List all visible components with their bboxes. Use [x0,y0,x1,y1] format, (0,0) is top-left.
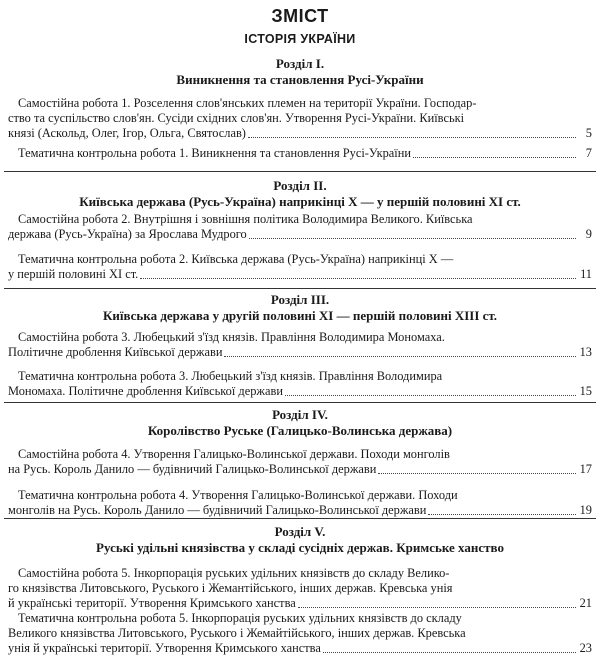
toc-entry-last-line [8,267,592,282]
toc-entry-text: у першій половині ХІ ст. [8,267,139,281]
page-number: 19 [579,503,592,517]
toc-entry-text: на Русь. Король Данило — будівничий Галицько-Волинської держави [8,462,377,476]
toc-entry-line: Самостійна робота 1. Розселення слов'янських племен на території України. Господар- [18,96,477,110]
dot-leader [249,238,576,239]
toc-entry-last-line [8,345,592,360]
section-divider [4,288,596,289]
toc-entry-text: Політичне дроблення Київської держави [8,345,223,359]
page-number: 17 [579,462,592,476]
dot-leader [428,514,576,515]
toc-entry-line: Самостійна робота 3. Любецький з'їзд князів. Правління Володимира Мономаха. [18,330,445,344]
section-title: Київська держава у другій половині ХІ — першій половині ХІІІ ст. [102,308,498,323]
toc-entry-text: Тематична контрольна робота 1. Виникнення та становлення Русі-України [18,146,411,160]
toc-entry[interactable] [8,447,592,477]
toc-entry-line: Тематична контрольна робота 3. Любецький з'їзд князів. Правління Володимира [18,369,443,383]
toc-entry[interactable] [8,146,592,161]
section-divider [4,402,596,403]
toc-entry-line: Тематична контрольна робота 2. Київська держава (Русь-Україна) наприкінці Х — [18,252,454,266]
toc-entry[interactable] [8,566,592,611]
section-label: Розділ ІІІ. [270,292,330,307]
section-label: Розділ ІІ. [273,178,327,193]
page-number: 23 [579,641,592,655]
page-subtitle: ІСТОРІЯ УКРАЇНИ [244,32,356,46]
dot-leader [413,157,576,158]
toc-entry-text: держава (Русь-Україна) за Ярослава Мудрого [8,227,247,241]
toc-entry[interactable] [8,252,592,282]
dot-leader [140,278,576,279]
dot-leader [298,607,576,608]
section-header [8,524,592,556]
toc-entry-last-line [8,126,592,141]
toc-entry-last-line [8,146,592,161]
toc-entry-line: Великого князівства Литовського, Руського і Жемайтійського, інших держав. Кревська [8,626,466,640]
toc-entry-last-line [8,462,592,477]
toc-entry-text: князі (Аскольд, Олег, Ігор, Ольга, Святослав) [8,126,246,140]
toc-entry-line: Тематична контрольна робота 5. Інкорпорація руських удільних князівств до складу [18,611,462,625]
section-title: Київська держава (Русь-Україна) наприкінці Х — у першій половині ХІ ст. [79,194,521,209]
page-number: 7 [585,146,592,160]
toc-entry-text: унія й українські території. Утворення Кримського ханства [8,641,321,655]
toc-entry-line: ство та суспільство слов'ян. Сусіди східних слов'ян. Утворення Русі-України. Київські [8,111,465,125]
page-title: ЗМІСТ [271,6,329,26]
page-number: 15 [579,384,592,398]
dot-leader [248,137,576,138]
toc-entry-last-line [8,384,592,399]
section-label: Розділ І. [275,56,325,71]
section-label: Розділ IV. [272,407,328,422]
toc-entry-last-line [8,503,592,518]
page-number: 9 [585,227,592,241]
toc-entry[interactable] [8,96,592,141]
section-title: Виникнення та становлення Русі-України [176,72,424,87]
section-header [8,56,592,88]
toc-entry-text: монголів на Русь. Король Данило — будівничий Галицько-Волинської держави [8,503,427,517]
dot-leader [378,473,576,474]
toc-entry-line: Самостійна робота 5. Інкорпорація руських удільних князівств до складу Велико- [18,566,450,580]
toc-entry[interactable] [8,369,592,399]
toc-entry-text: й українські території. Утворення Кримського ханства [8,596,296,610]
toc-entry-last-line [8,227,592,242]
toc-entry[interactable] [8,488,592,518]
section-title: Руські удільні князівства у складі сусідніх держав. Кримське ханство [96,540,504,555]
section-header [8,292,592,324]
toc-entry[interactable] [8,212,592,242]
dot-leader [323,652,576,653]
section-divider [4,518,596,519]
page-number: 5 [585,126,592,140]
dot-leader [285,395,576,396]
toc-entry[interactable] [8,330,592,360]
page-number: 21 [579,596,592,610]
toc-entry-line: Самостійна робота 2. Внутрішня і зовнішня політика Володимира Великого. Київська [18,212,473,226]
toc-entry-text: Мономаха. Політичне дроблення Київської держави [8,384,283,398]
section-header [8,407,592,439]
section-header [8,178,592,210]
section-divider [4,171,596,172]
toc-entry-line: Тематична контрольна робота 4. Утворення Галицько-Волинської держави. Походи [18,488,458,502]
toc-entry-last-line [8,641,592,656]
section-title: Королівство Руське (Галицько-Волинська держава) [147,423,453,438]
toc-entry-line: го князівства Литовського, Руського і Жемантійського, інших держав. Кревська унія [8,581,453,595]
toc-entry[interactable] [8,611,592,656]
section-label: Розділ V. [274,524,326,539]
page-number: 13 [579,345,592,359]
page-number: 11 [580,267,592,281]
toc-entry-line: Самостійна робота 4. Утворення Галицько-Волинської держави. Походи монголів [18,447,450,461]
dot-leader [224,356,576,357]
toc-entry-last-line [8,596,592,611]
